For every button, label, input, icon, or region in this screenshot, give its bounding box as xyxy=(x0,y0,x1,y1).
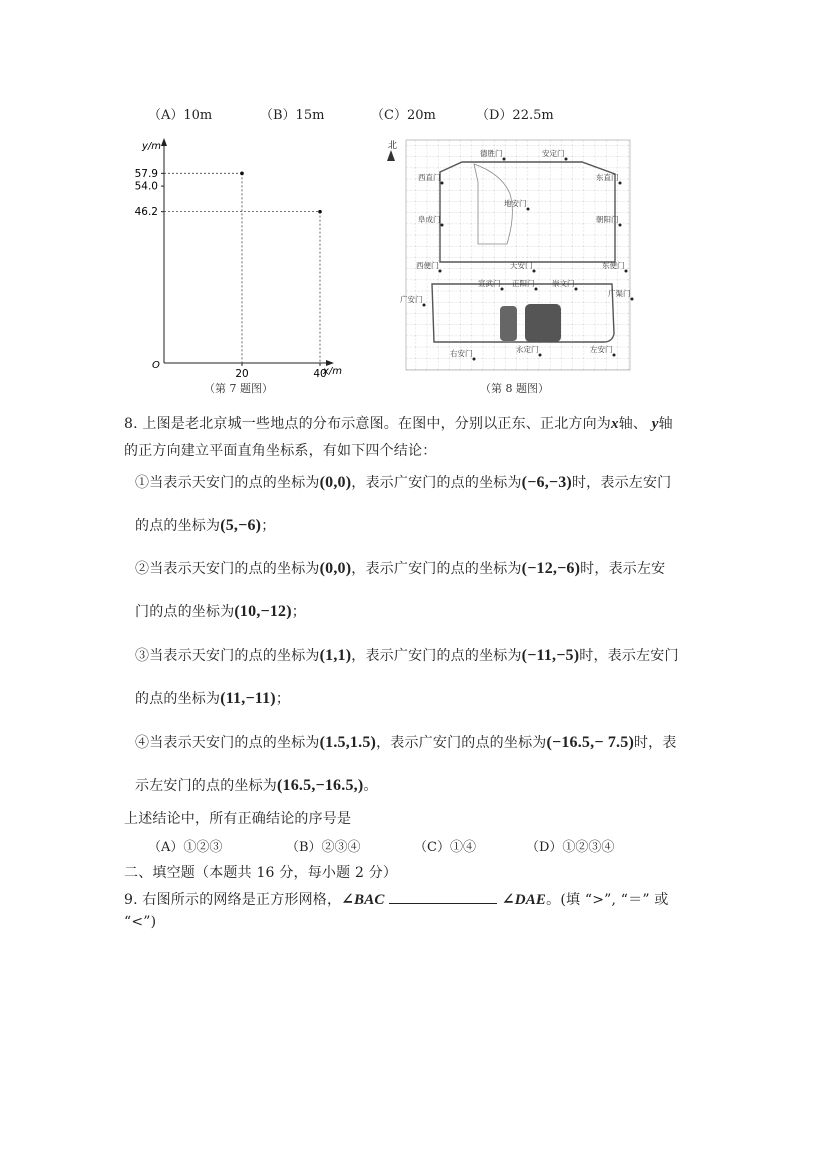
q7-option-b: （B）15m xyxy=(260,108,325,123)
map-location-label: 西便门 xyxy=(416,261,439,270)
q7-option-c: （C）20m xyxy=(371,108,436,123)
figure-8-caption: （第 8 题图） xyxy=(480,382,549,395)
data-point xyxy=(240,172,244,176)
map-location-dot xyxy=(535,288,538,291)
c2-point-3: (10,−12) xyxy=(234,603,292,620)
c3-point-3: (11,−11) xyxy=(220,690,276,707)
map-location-label: 西直门 xyxy=(418,173,441,182)
c4-text-d: 示左安门的点的坐标为 xyxy=(135,778,277,794)
map-location-dot xyxy=(631,298,634,301)
map-location-label: 地安门 xyxy=(504,199,527,208)
x-var: x xyxy=(611,416,619,432)
c2-point-1: (0,0) xyxy=(319,560,352,577)
c4-text-e: 。 xyxy=(363,778,378,794)
q7-option-d: （D）22.5m xyxy=(476,108,554,123)
y-var: y xyxy=(651,416,659,432)
c2-text-c: 时，表示左安 xyxy=(580,561,666,577)
c1-text-b: ，表示广安门的点的坐标为 xyxy=(351,475,522,491)
c2-text-a: ②当表示天安门的点的坐标为 xyxy=(135,561,320,577)
park-area-west xyxy=(500,306,517,341)
q8-stem-line2: 的正方向建立平面直角坐标系，有如下四个结论： xyxy=(124,443,437,459)
q8-stem-line1 xyxy=(124,413,673,433)
conclusion-1-line1 xyxy=(135,472,671,492)
map-location-dot xyxy=(439,270,442,273)
map-location-dot xyxy=(575,288,578,291)
c1-text-d: 的点的坐标为 xyxy=(135,518,221,534)
c4-point-3: (16.5,−16.5,) xyxy=(277,777,364,794)
c1-point-2: (−6,−3) xyxy=(521,474,572,491)
origin-label: O xyxy=(152,360,160,371)
map-location-label: 宣武门 xyxy=(478,279,501,288)
c1-text-e: ； xyxy=(261,518,276,534)
map-location-dot xyxy=(533,270,536,273)
conclusion-3-line1 xyxy=(135,645,679,665)
map-location-label: 朝阳门 xyxy=(596,215,619,224)
conclusion-4-line1 xyxy=(135,732,677,752)
data-point xyxy=(318,210,322,214)
map-location-label: 左安门 xyxy=(590,345,613,354)
q7-option-a: （A）10m xyxy=(148,108,213,123)
c3-text-a: ③当表示天安门的点的坐标为 xyxy=(135,648,320,664)
map-location-label: 天安门 xyxy=(510,261,533,270)
north-arrow-icon xyxy=(387,150,395,161)
x-axis-label: x/m xyxy=(323,366,343,377)
y-axis-arrow xyxy=(161,138,167,146)
map-location-dot xyxy=(473,358,476,361)
c4-text-a: ④当表示天安门的点的坐标为 xyxy=(135,735,320,751)
q8-conclusion-prompt: 上述结论中，所有正确结论的序号是 xyxy=(124,811,352,827)
y-tick-label: 54.0 xyxy=(134,180,158,193)
figure-7-caption: （第 7 题图） xyxy=(204,382,273,395)
c3-text-b: ，表示广安门的点的坐标为 xyxy=(351,648,522,664)
c4-text-b: ，表示广安门的点的坐标为 xyxy=(376,735,547,751)
q8-option-c: （C）①④ xyxy=(414,840,476,855)
conclusion-3-line2 xyxy=(135,688,290,708)
c3-text-e: ； xyxy=(275,691,291,707)
map-location-dot xyxy=(625,270,628,273)
map-location-dot xyxy=(565,158,568,161)
figure-8-map xyxy=(382,134,634,374)
x-tick-label: 20 xyxy=(235,368,249,380)
map-location-dot xyxy=(501,288,504,291)
map-location-label: 德胜门 xyxy=(480,149,503,158)
map-location-dot xyxy=(441,182,444,185)
map-location-dot xyxy=(503,158,506,161)
c3-point-1: (1,1) xyxy=(319,647,352,664)
c2-text-e: ； xyxy=(291,604,306,620)
map-location-dot xyxy=(613,354,616,357)
c3-point-2: (−11,−5) xyxy=(521,647,580,664)
map-location-label: 安定门 xyxy=(542,149,565,158)
park-area-east xyxy=(525,304,561,342)
y-axis-label: y/m xyxy=(142,141,162,152)
map-location-label: 广渠门 xyxy=(608,289,631,298)
map-location-dot xyxy=(619,224,622,227)
q9-text-b: 。(填 “>”, “＝” 或 xyxy=(546,892,669,908)
map-location-label: 阜成门 xyxy=(418,215,441,224)
c4-point-1: (1.5,1.5) xyxy=(319,734,377,751)
map-location-label: 永定门 xyxy=(516,345,539,354)
c1-text-a: ①当表示天安门的点的坐标为 xyxy=(135,475,320,491)
conclusion-1-line2 xyxy=(135,515,275,535)
conclusion-2-line1 xyxy=(135,558,665,578)
q9-text-a: 9. 右图所示的网络是正方形网格， xyxy=(124,892,342,908)
c4-point-2: (−16.5,− 7.5) xyxy=(546,734,634,751)
map-location-label: 崇文门 xyxy=(552,279,575,288)
c4-text-c: 时，表 xyxy=(633,735,677,751)
c1-text-c: 时，表示左安门 xyxy=(571,475,672,491)
y-tick-label: 46.2 xyxy=(134,206,158,219)
map-location-label: 东便门 xyxy=(602,261,625,270)
q8-option-b: （B）②③④ xyxy=(286,840,361,855)
c2-point-2: (−12,−6) xyxy=(521,560,581,577)
c1-point-3: (5,−6) xyxy=(220,517,262,534)
map-location-dot xyxy=(527,208,530,211)
q9-line1 xyxy=(124,889,669,909)
q9-line2: “<”) xyxy=(124,914,157,930)
q8-option-d: （D）①②③④ xyxy=(526,840,615,855)
q8-option-a: （A）①②③ xyxy=(148,840,223,855)
angle-dae: ∠DAE xyxy=(501,892,547,908)
c3-text-d: 的点的坐标为 xyxy=(135,691,221,707)
c2-text-b: ，表示广安门的点的坐标为 xyxy=(351,561,522,577)
map-location-label: 右安门 xyxy=(450,349,473,358)
figure-7-chart xyxy=(134,135,355,400)
map-location-dot xyxy=(539,354,542,357)
q8-stem-text: 8. 上图是老北京城一些地点的分布示意图。在图中，分别以正东、正北方向为 xyxy=(124,416,612,432)
y-tick-label: 57.9 xyxy=(134,167,158,180)
map-location-dot xyxy=(619,182,622,185)
conclusion-4-line2 xyxy=(135,775,378,795)
map-location-dot xyxy=(441,224,444,227)
map-location-dot xyxy=(423,304,426,307)
map-location-label: 正阳门 xyxy=(512,279,535,288)
north-label: 北 xyxy=(388,141,398,151)
q8-stem-axis-y: 轴 xyxy=(658,416,673,432)
map-location-label: 东直门 xyxy=(596,173,619,182)
conclusion-2-line2 xyxy=(135,601,306,621)
angle-bac: ∠BAC xyxy=(341,892,385,908)
q8-stem-axis-x: 轴、 xyxy=(618,416,648,432)
c2-text-d: 门的点的坐标为 xyxy=(135,604,235,620)
q9-answer-blank[interactable] xyxy=(389,889,497,904)
map-location-label: 广安门 xyxy=(400,295,423,304)
c1-point-1: (0,0) xyxy=(319,474,352,491)
section-2-heading: 二、填空题（本题共 16 分，每小题 2 分） xyxy=(124,865,398,881)
x-tick-label: 40 xyxy=(313,368,327,380)
c3-text-c: 时，表示左安门 xyxy=(579,648,679,664)
